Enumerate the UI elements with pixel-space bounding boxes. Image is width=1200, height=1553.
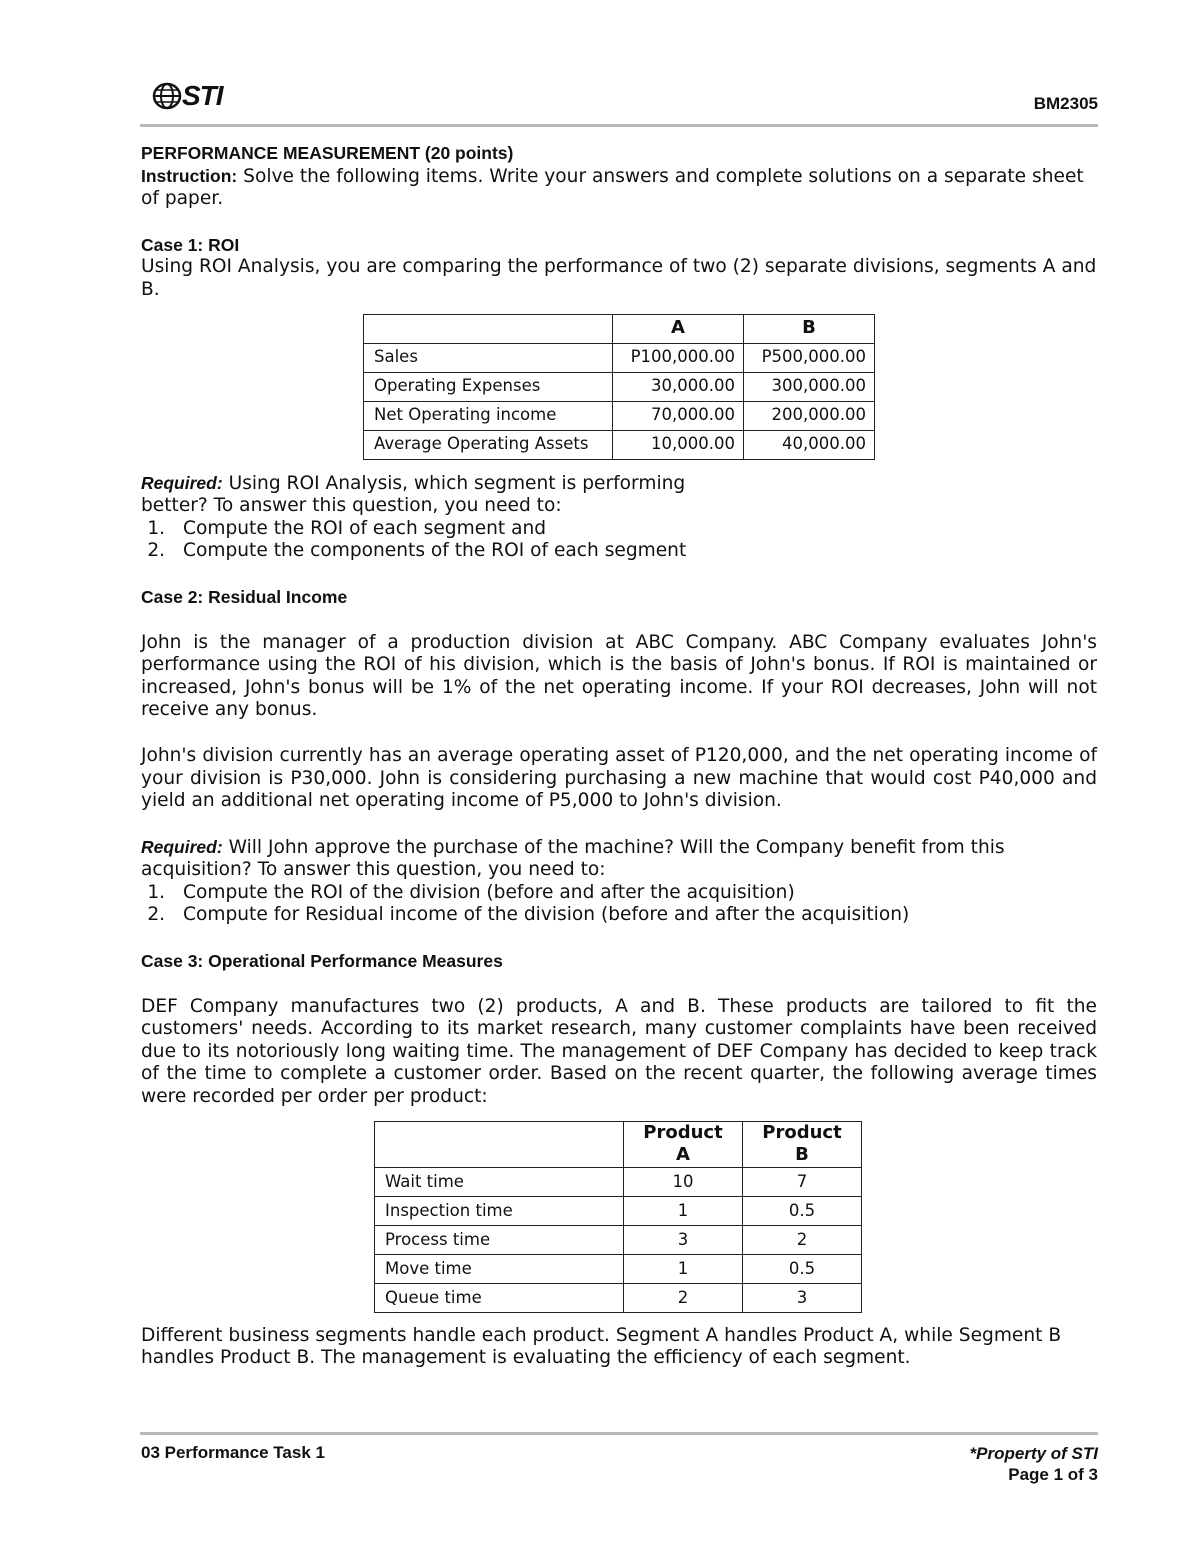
table-cell: 40,000.00 — [744, 430, 875, 459]
header-divider — [140, 124, 1098, 127]
table-row — [364, 401, 875, 430]
table-row — [375, 1225, 862, 1254]
case1-required — [141, 472, 1097, 496]
table-cell: 0.5 — [743, 1196, 862, 1225]
table-row — [375, 1254, 862, 1283]
document-body — [141, 142, 1097, 1370]
table-cell: 7 — [743, 1167, 862, 1196]
property-notice: *Property of STI — [969, 1444, 1098, 1463]
table-header: B — [744, 314, 875, 343]
table-cell: 10 — [624, 1167, 743, 1196]
logo-text: STI — [182, 80, 223, 111]
list-item: 1. Compute the ROI of the division (before and after the acquisition) — [171, 882, 1097, 905]
table-header — [364, 314, 613, 343]
page-title: PERFORMANCE MEASUREMENT (20 points) — [141, 143, 514, 163]
table-cell: Net Operating income — [364, 401, 613, 430]
table-cell: Process time — [375, 1225, 624, 1254]
time-table — [374, 1121, 862, 1313]
table-cell: 3 — [624, 1225, 743, 1254]
required-text: Will John approve the purchase of the machine? Will the Company benefit from this acquisition? To answer this question, you need to: — [141, 836, 1005, 881]
table-row — [364, 430, 875, 459]
case1-steps — [141, 518, 1097, 563]
required-label: Required: — [141, 472, 223, 493]
table-cell: 70,000.00 — [613, 401, 744, 430]
table-cell: Sales — [364, 343, 613, 372]
table-row — [375, 1167, 862, 1196]
table-header: Product A — [624, 1121, 743, 1167]
case3-heading: Case 3: Operational Performance Measures — [141, 951, 503, 972]
table-cell: Wait time — [375, 1167, 624, 1196]
table-cell: 300,000.00 — [744, 372, 875, 401]
footer-divider — [140, 1432, 1098, 1435]
table-cell: 2 — [624, 1283, 743, 1312]
table-cell: P100,000.00 — [613, 343, 744, 372]
case2-heading: Case 2: Residual Income — [141, 586, 348, 607]
table-cell: 30,000.00 — [613, 372, 744, 401]
table-header: A — [613, 314, 744, 343]
case1-required-cont: better? To answer this question, you need to: — [141, 495, 562, 517]
case3-para2: Different business segments handle each product. Segment A handles Product A, while Segment B handles Product B. The management is evaluating the efficiency of each segment. — [141, 1324, 1062, 1369]
list-item: 1. Compute the ROI of each segment and — [171, 518, 1097, 541]
case2-para1: John is the manager of a production division at ABC Company. ABC Company evaluates John's performance using the ROI of his division, which is the basis of John's bonus. If ROI is maintained or increased, John's bonus will be 1% of the net operating income. If your ROI decreases, John will not receive any bonus. — [141, 631, 1097, 721]
table-header — [375, 1121, 624, 1167]
instruction-text: Solve the following items. Write your answers and complete solutions on a separate sheet of paper. — [141, 165, 1084, 210]
instruction — [141, 165, 1097, 211]
list-item: 2. Compute the components of the ROI of each segment — [171, 540, 1097, 563]
table-row — [375, 1196, 862, 1225]
table-row — [375, 1283, 862, 1312]
globe-icon — [152, 81, 186, 111]
table-header: Product B — [743, 1121, 862, 1167]
table-row — [364, 372, 875, 401]
table-cell: Operating Expenses — [364, 372, 613, 401]
table-cell: 10,000.00 — [613, 430, 744, 459]
table-cell: Inspection time — [375, 1196, 624, 1225]
case3-para1: DEF Company manufactures two (2) products, A and B. These products are tailored to fit the customers' needs. According to its market research, many customer complaints have been received due to its notoriously long waiting time. The management of DEF Company has decided to keep track of the time to complete a customer order. Based on the recent quarter, the following average times were recorded per order per product: — [141, 995, 1097, 1108]
table-cell: 1 — [624, 1196, 743, 1225]
table-cell: 2 — [743, 1225, 862, 1254]
roi-table — [363, 314, 875, 460]
case2-para2: John's division currently has an average operating asset of P120,000, and the net operating income of your division is P30,000. John is considering purchasing a new machine that would cost P40,000 and yield an additional net operating income of P5,000 to John's division. — [141, 744, 1097, 812]
instruction-label: Instruction: — [141, 165, 238, 186]
table-cell: Queue time — [375, 1283, 624, 1312]
table-header-row — [364, 314, 875, 343]
table-cell: P500,000.00 — [744, 343, 875, 372]
footer-task-name: 03 Performance Task 1 — [141, 1443, 325, 1462]
table-cell: 0.5 — [743, 1254, 862, 1283]
case1-heading: Case 1: ROI — [141, 234, 240, 255]
table-cell: Average Operating Assets — [364, 430, 613, 459]
table-cell: 1 — [624, 1254, 743, 1283]
page-number: Page 1 of 3 — [1008, 1465, 1098, 1484]
sti-logo — [152, 80, 223, 112]
required-label: Required: — [141, 836, 223, 857]
required-text: Using ROI Analysis, which segment is performing — [222, 472, 686, 494]
table-cell: 3 — [743, 1283, 862, 1312]
list-item: 2. Compute for Residual income of the division (before and after the acquisition) — [171, 904, 1097, 927]
table-row — [364, 343, 875, 372]
table-cell: Move time — [375, 1254, 624, 1283]
case2-required — [141, 836, 1097, 882]
case1-intro: Using ROI Analysis, you are comparing the performance of two (2) separate divisions, segments A and B. — [141, 256, 1097, 300]
table-cell: 200,000.00 — [744, 401, 875, 430]
document-code: BM2305 — [1033, 94, 1098, 113]
case2-steps — [141, 882, 1097, 927]
table-header-row — [375, 1121, 862, 1167]
footer-right — [970, 1443, 1098, 1485]
